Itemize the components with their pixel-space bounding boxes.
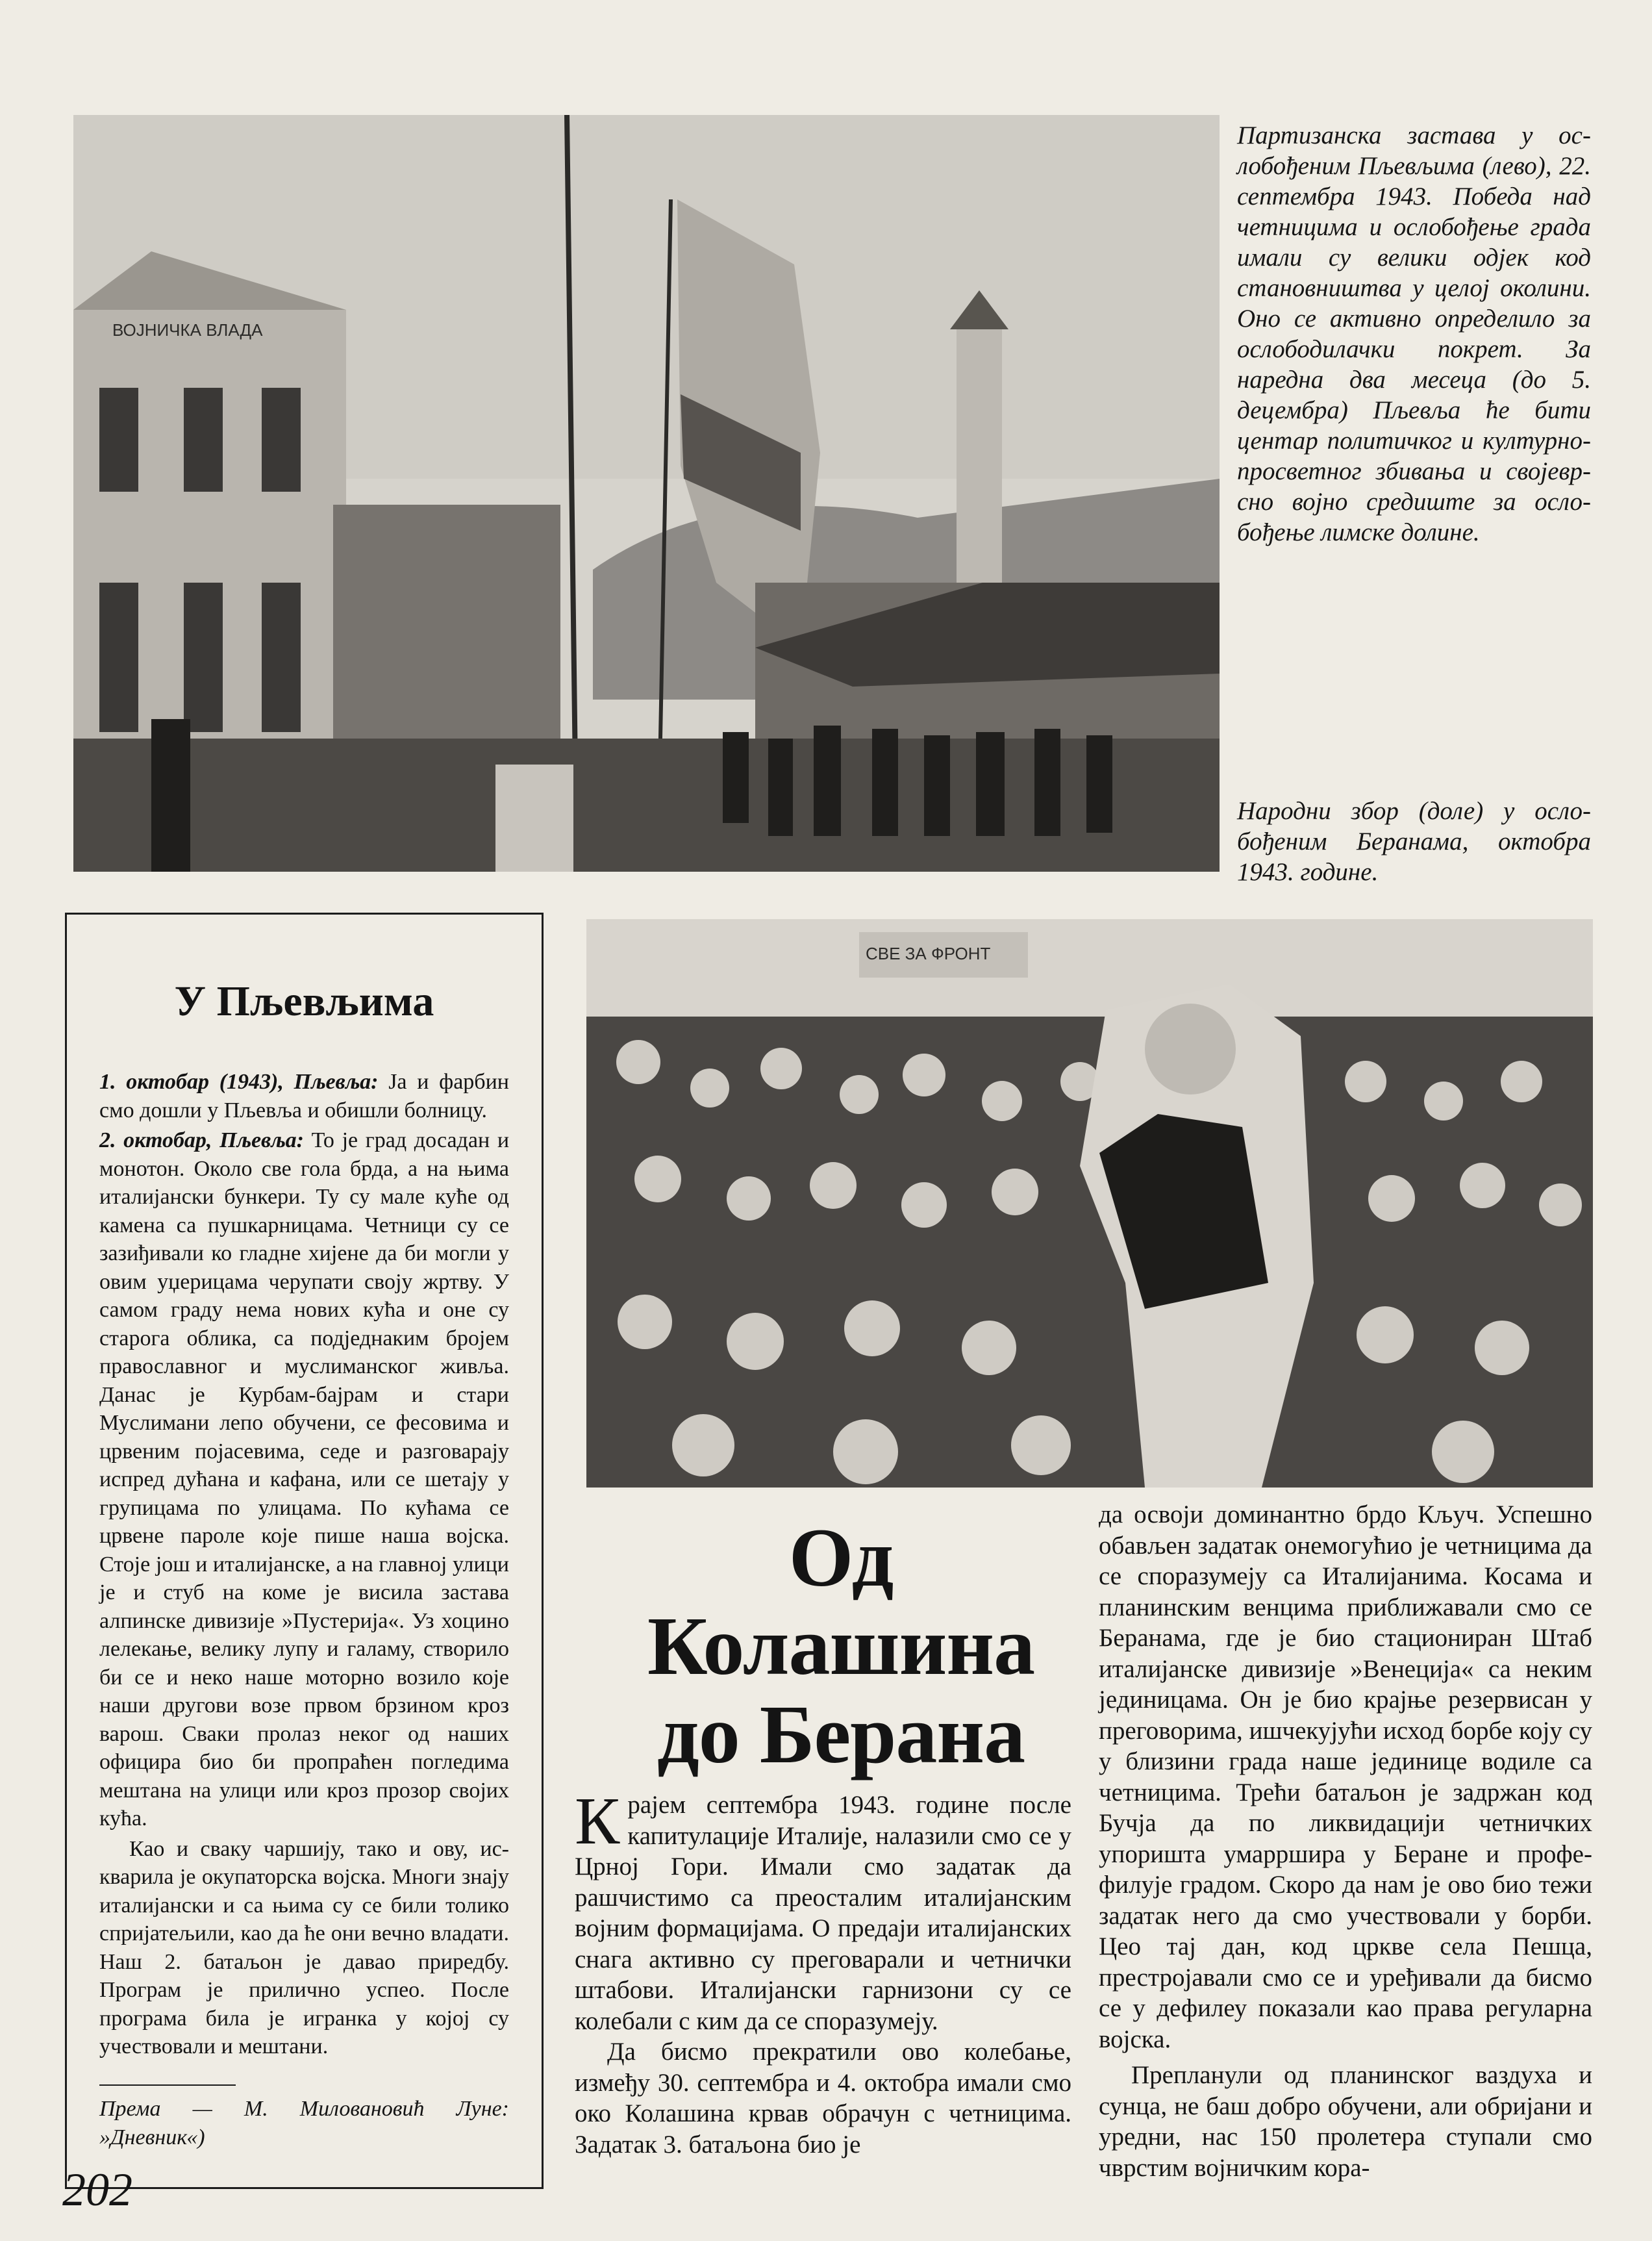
drop-cap: К (575, 1784, 620, 1858)
sidebar-p1-lead: 1. октобар (1943), Пљевља: (99, 1070, 379, 1094)
col1-paragraph-1 (575, 1784, 1071, 2036)
sidebar-p3-text: Као и сваку чаршију, тако и ову, искварила је окупаторска војска. Многи знају италијански и са њима су се били толико спријатељили, као да ће они вечно владати. Наш 2. батаљон је давао приредбу. Програм је прилично успео. После програма била је игранка у којој су учествовали и мештани. (99, 1836, 509, 2058)
sidebar-p2-lead: 2. октобар, Пљевља: (99, 1128, 304, 1152)
sidebar-p1-text: Ја и фарбин смо дошли у Пљевља и обишли болницу. (99, 1070, 509, 1122)
col2-paragraph-2: Препланули од планинског ваздуха и сунца, не баш добро обучени, али обријани и уредни, нас 150 пролетера ступали смо чврстим војничким кора- (1099, 2061, 1592, 2182)
caption-top (1237, 120, 1591, 548)
caption-bottom (1237, 796, 1591, 887)
caption-top-text: Партизанска застава у ослобођеним Пљевљима (лево), 22. септембра 1943. Победа над четницима и ослобођење града имали су велики одјек код становништва у целој околини. Оно се активно определило за ослободилачки покрет. За наредна два месеца (до 5. децембра) Пљевља ће бити центар политичког и културно-просветног збивања и својеврсно војно средиште за ослобођење лимске долине. (1237, 121, 1591, 546)
sidebar-p2-text: То је град досадан и монотон. Около све гола брда, а на њима италијански бункери. Ту су мале куће од камена са пушкарницама. Четници су се зазиђивали ко гладне хијене да би могли у овим уџерицама черупати своју жртву. У самом граду нема нових кућа и оне су старога облика, са подједнаким бројем православног и муслиманског живља. Данас је Курбам-бајрам и стари Муслимани лепо обучени, се фесовима и црвеним појасевима, седе и разговарају испред дућана и кафана, или се шетају у групицама по улицама. По кућама се црвене пароле које пише наша војска. Стоје још и италијанске, а на главној улици је и стуб на коме је висила застава алпинске дивизије »Пустерија«. Уз хоцино лелекање, велику лупу и галаму, створило би се и неко наше моторно возило које наши другови возе првом брзином кроз варош. Сваки пролаз неког од наших официра био би пропраћен погледима мештана на улици или кроз прозор својих кућа. (99, 1128, 510, 1830)
sidebar-body (99, 1068, 509, 2061)
headline-line-3: до Берана (657, 1688, 1025, 1780)
caption-bottom-text: Народни збор (доле) у ослобођеним Беранама, октобра 1943. године. (1237, 797, 1591, 886)
photo1-sign-text: ВОЈНИЧКА ВЛАДА (112, 320, 263, 340)
sidebar-paragraph-3 (99, 1835, 509, 2061)
sidebar-box (65, 913, 544, 2189)
headline-line-2: Колашина (647, 1600, 1035, 1692)
article-column-1 (575, 1784, 1071, 2160)
sidebar-title: У Пљевљима (174, 978, 434, 1025)
photo-pljevlja-flag (73, 115, 1220, 872)
col2-paragraph-1: да освоји доминантно брдо Кључ. Успешно обављен задатак онемогућио је четницима да се споразумеју са Италијанима. Косама и планинским венцима приближавали смо се Беранама, где је био стациониран Штаб италијанске дивизије »Венеција« са неким јединицама. Он је био крајње резервисан у преговорима, ишчекујући исход борбе коју су у близини града наше јединице водиле са четницима. Трећи батаљон је задржан код Бучја да по ликвидацији четничких упоришта умарршира у Беране и профефилује градом. Скоро да нам је ово био тежи задатак него да смо учествовали у борби. Цео тај дан, код цркве села Пешца, престројавали смо се и уређивали да бисмо се у дефилеу показали као права регуларна војска. (1099, 1500, 1592, 2053)
headline-line-1: Од (788, 1512, 894, 1604)
photo-berane-assembly (586, 919, 1593, 1488)
sidebar-source: Према — М. Миловановић Луне: »Дневник«) (99, 2096, 509, 2149)
photo2-sign-text: СВЕ ЗА ФРОНТ (866, 944, 991, 963)
sidebar-paragraph-2 (99, 1126, 509, 1833)
article-headline (575, 1513, 1107, 1779)
col1-p1-text: рајем септембра 1943. године после капитулације Италије, налазили смо се у Црној Гори. Имали смо задатак да рашчистимо са преосталим италијанским војним формацијама. О предаји италијанских снага активно су преговарали и четнички штабови. Италијански гарнизони су се колебали с ким да се споразумеју. (575, 1791, 1071, 2035)
sidebar-paragraph-1 (99, 1068, 509, 1124)
page-number: 202 (62, 2164, 132, 2216)
col1-paragraph-2: Да бисмо прекратили ово колебање, између 30. септембра и 4. октобра имали смо око Колашина крвав обрачун с четницима. Задатак 3. батаљона био је (575, 2038, 1071, 2159)
article-column-2 (1099, 1499, 1592, 2183)
sidebar-divider (99, 2084, 236, 2086)
